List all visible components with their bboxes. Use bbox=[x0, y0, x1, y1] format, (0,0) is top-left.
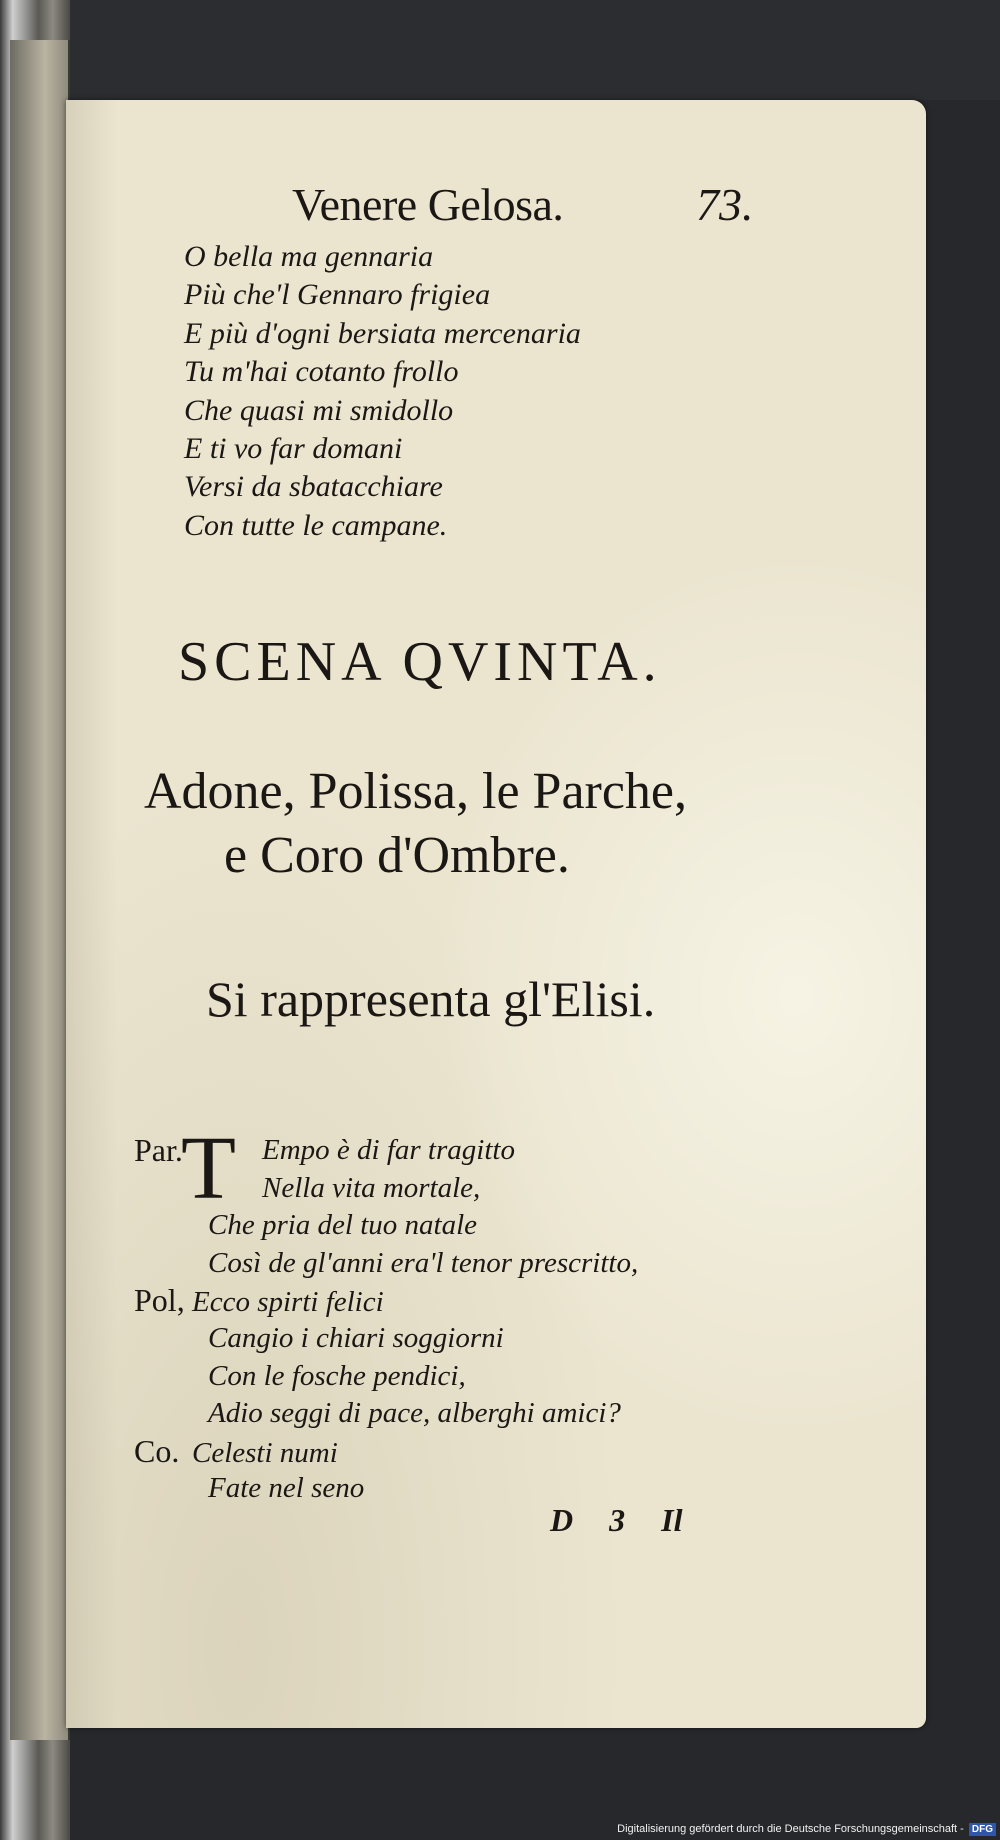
speaker-label: Pol, bbox=[134, 1282, 185, 1319]
dialogue-line: Con le fosche pendici, bbox=[208, 1359, 466, 1392]
verse-line: E più d'ogni bersiata mercenaria bbox=[184, 316, 581, 350]
verse-line: O bella ma gennaria bbox=[184, 240, 434, 273]
dfg-logo: DFG bbox=[969, 1823, 996, 1836]
page-number: 73. bbox=[696, 179, 754, 230]
character-list bbox=[144, 760, 844, 888]
verse-line: Tu m'hai cotanto frollo bbox=[184, 355, 459, 389]
dialogue-line: Così de gl'anni era'l tenor prescritto, bbox=[208, 1246, 639, 1279]
character-list-line: Adone, Polissa, le Parche, bbox=[144, 763, 688, 820]
speaker-label: Co. bbox=[134, 1432, 180, 1469]
verse-line: Che quasi mi smidollo bbox=[184, 393, 454, 427]
verse-line: E ti vo far domani bbox=[184, 432, 403, 466]
scene-title: SCENA QVINTA. bbox=[178, 631, 662, 693]
character-list-line: e Coro d'Ombre. bbox=[224, 827, 570, 884]
left-page-edge bbox=[10, 40, 70, 1740]
dialogue-line: Adio seggi di pace, alberghi amici? bbox=[208, 1397, 621, 1430]
dialogue-line: Cangio i chiari soggiorni bbox=[208, 1321, 504, 1354]
dialogue-line: Celesti numi bbox=[192, 1436, 338, 1469]
dialogue-block bbox=[134, 1119, 834, 1508]
verse-block bbox=[184, 238, 581, 545]
dialogue-line: Ecco spirti felici bbox=[192, 1286, 384, 1319]
scene-setting: Si rappresenta gl'Elisi. bbox=[206, 971, 656, 1027]
dialogue-line: Empo è di far tragitto bbox=[262, 1134, 515, 1166]
dialogue-line: Che pria del tuo natale bbox=[208, 1209, 478, 1242]
drop-cap: T bbox=[181, 1119, 236, 1218]
scan-background bbox=[70, 0, 1000, 100]
dialogue-line: Nella vita mortale, bbox=[262, 1171, 481, 1204]
dialogue-line: Fate nel seno bbox=[208, 1472, 365, 1505]
running-head: Venere Gelosa. bbox=[292, 179, 564, 230]
book-page bbox=[66, 100, 926, 1728]
speaker-label: Par. bbox=[134, 1132, 183, 1168]
digitization-credit bbox=[617, 1823, 996, 1836]
verse-line: Più che'l Gennaro frigiea bbox=[184, 278, 491, 312]
credit-text: Digitalisierung gefördert durch die Deutsche Forschungsgemeinschaft - bbox=[617, 1823, 964, 1835]
signature-mark: D 3 Il bbox=[550, 1502, 683, 1538]
verse-line: Con tutte le campane. bbox=[184, 508, 448, 542]
verse-line: Versi da sbatacchiare bbox=[184, 470, 443, 504]
